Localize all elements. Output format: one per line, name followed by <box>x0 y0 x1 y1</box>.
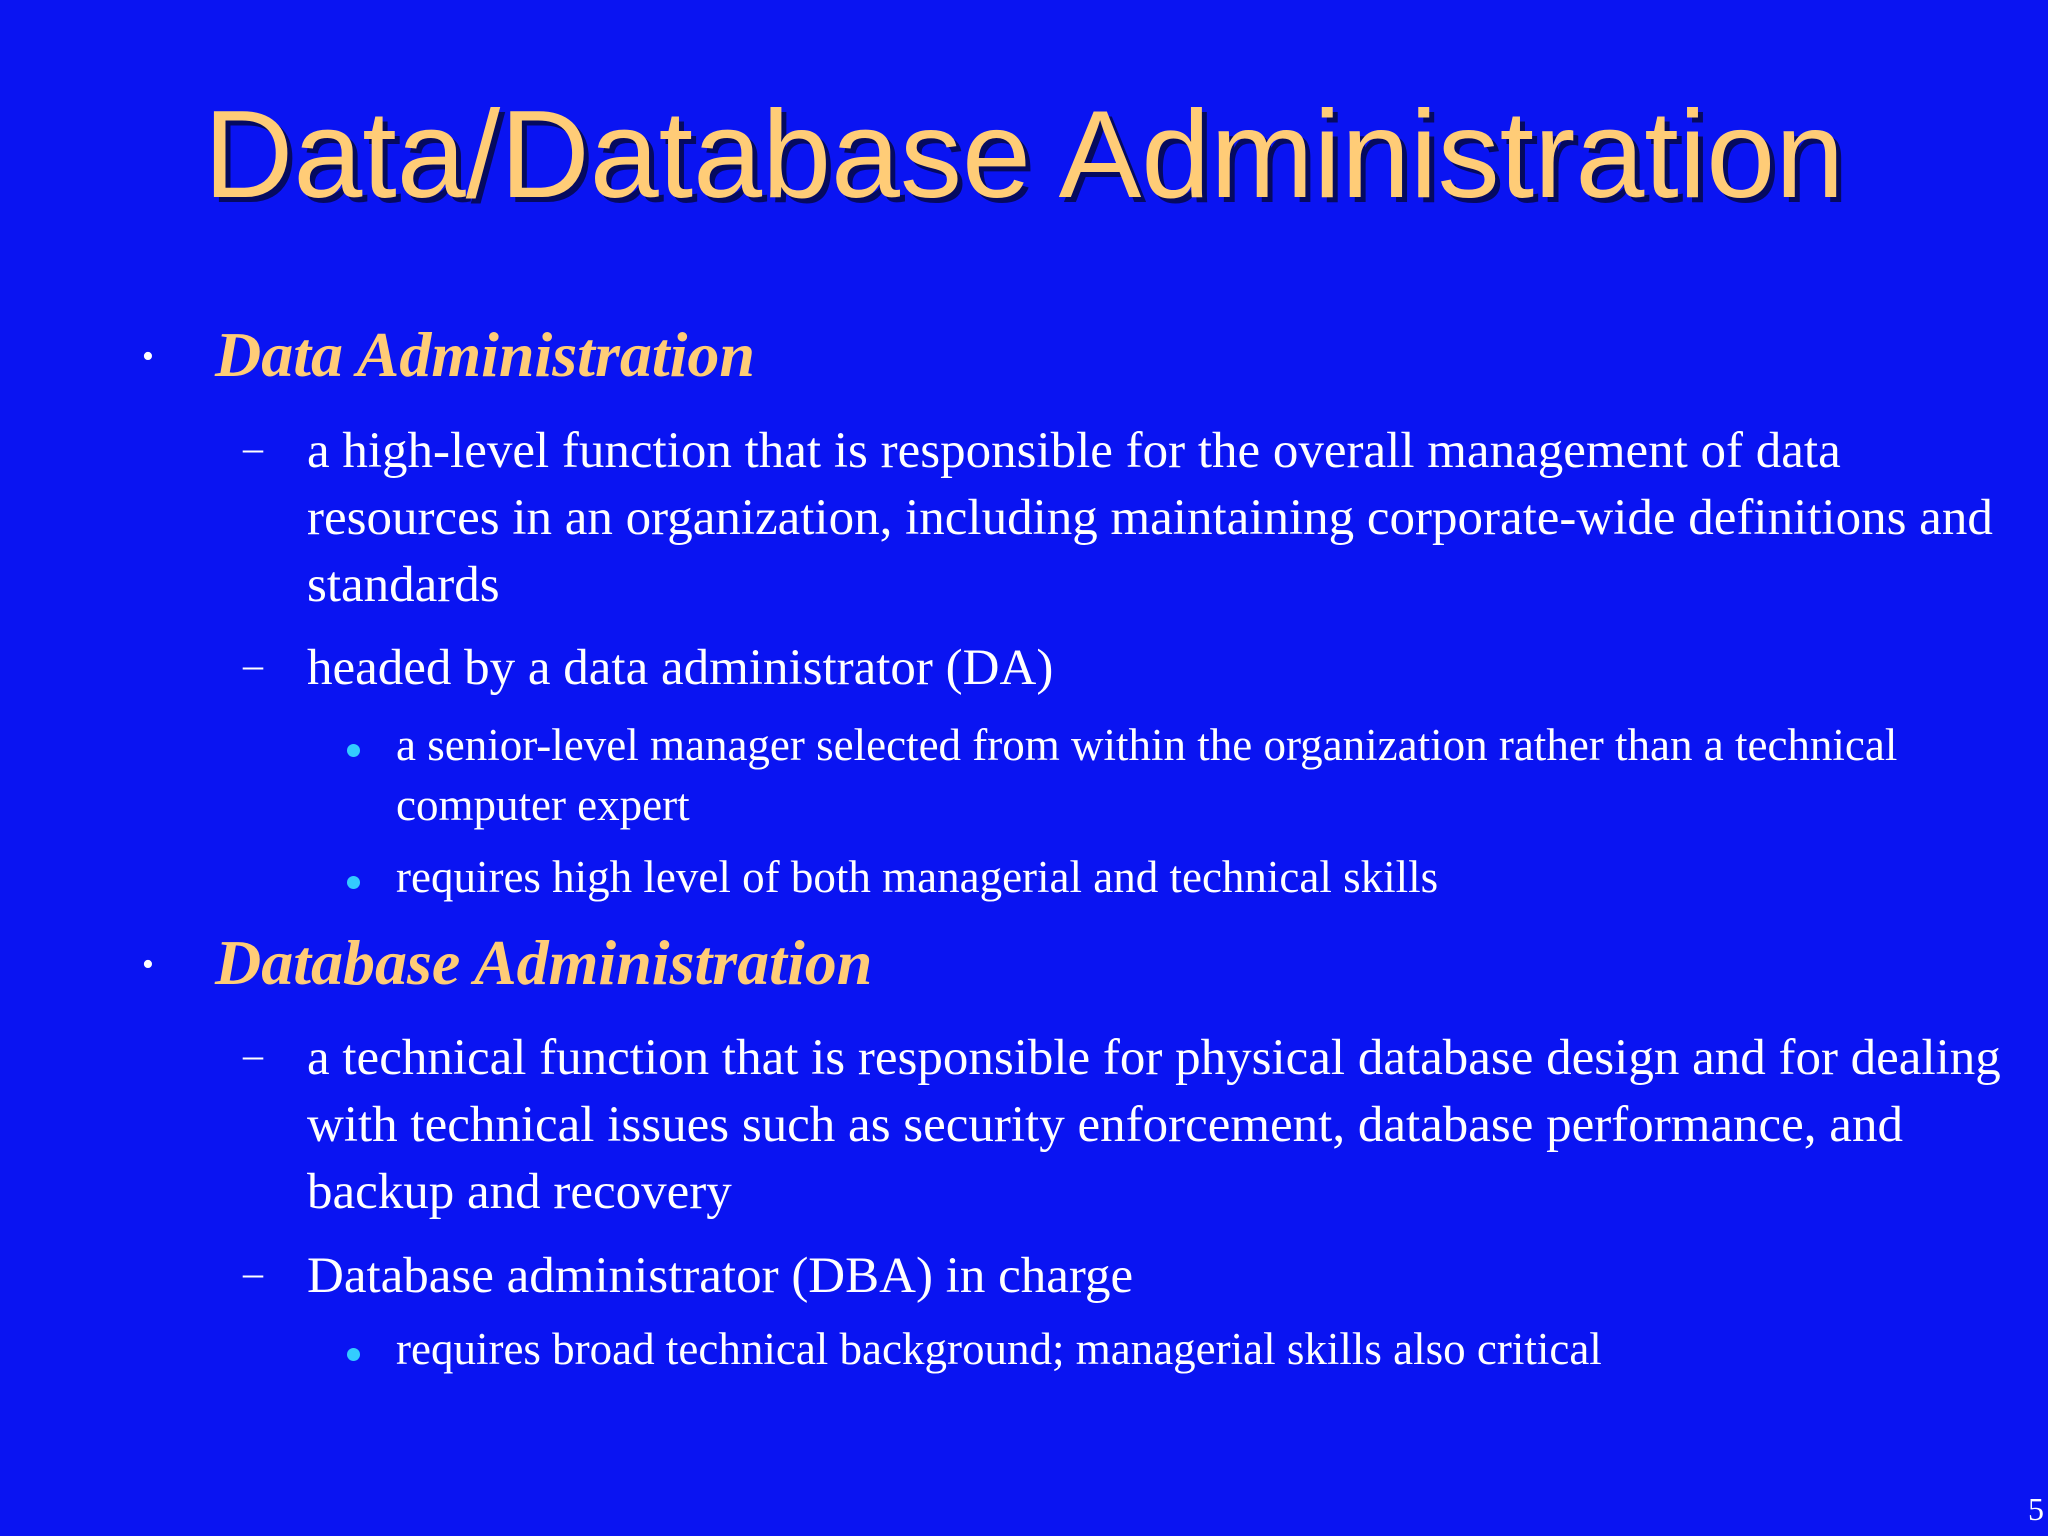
dash-bullet-icon: – <box>243 1032 263 1077</box>
list-item: a technical function that is responsible for physical database design and for dealing with technical issues such as security enforcement, database performance, and backup and recovery <box>307 1030 2001 1220</box>
dot-bullet-icon <box>347 876 360 889</box>
page-number: 5 <box>2028 1491 2044 1527</box>
section-bullet-icon: • <box>142 946 154 983</box>
dot-bullet-icon <box>347 1348 360 1361</box>
list-item: a high-level function that is responsible for the overall management of data resources in an organization, including maintaining corporate-wide definitions and standards <box>307 423 1993 613</box>
list-item: Database administrator (DBA) in charge <box>307 1248 1134 1304</box>
slide-title: Data/Database Administration <box>203 86 1845 224</box>
dash-bullet-icon: – <box>243 1250 263 1295</box>
dash-bullet-icon: – <box>243 425 263 470</box>
sub-list-item: requires high level of both managerial and technical skills <box>396 852 1439 902</box>
list-item: headed by a data administrator (DA) <box>307 640 1054 696</box>
section-bullet-icon: • <box>142 338 154 375</box>
sub-list-item: requires broad technical background; managerial skills also critical <box>396 1324 1602 1374</box>
section-heading-database-administration: Database Administration <box>215 927 873 998</box>
sub-list-item: a senior-level manager selected from within the organization rather than a technical computer expert <box>396 720 1898 830</box>
section-heading-data-administration: Data Administration <box>215 319 755 390</box>
dash-bullet-icon: – <box>243 642 263 687</box>
dot-bullet-icon <box>347 744 360 757</box>
